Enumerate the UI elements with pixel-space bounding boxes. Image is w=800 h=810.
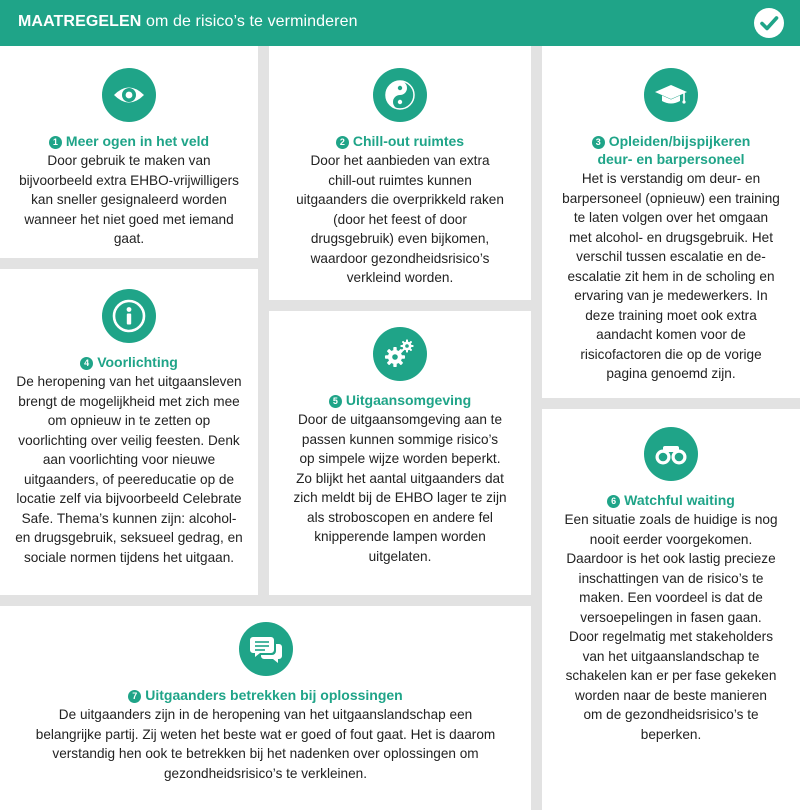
page-title bbox=[18, 13, 358, 31]
eye-icon bbox=[102, 68, 156, 122]
number-badge: 6 bbox=[607, 495, 620, 508]
heading-text: Watchful waiting bbox=[624, 492, 735, 508]
card-body: De uitgaanders zijn in de heropening van het uitgaanslandschap een belangrijke partij. Zij weten het beste wat er goed of fout gaat. Het is daarom verstandig hen ook te betrekken bij het nadenken over oplossingen om gezondheidsrisico’s te verkleinen. bbox=[35, 707, 496, 781]
info-icon bbox=[102, 289, 156, 343]
card-chill-out bbox=[269, 46, 531, 300]
check-circle-icon bbox=[754, 8, 784, 38]
number-badge: 2 bbox=[336, 136, 349, 149]
card-body: De heropening van het uitgaansleven brengt de mogelijkheid met zich mee om opnieuw in te zetten op voorlichting over veilig feesten. Denk aan voorlichting voor nieuwe uitgaanders, of peereducatie op de locatie zelf via bijvoorbeeld Celebrate Safe. Thema’s kunnen zijn: alcohol- en drugsgebruik, seksueel gedrag, en sociale normen tijdens het uitgaan. bbox=[15, 374, 243, 565]
card-body: Door het aanbieden van extra chill-out ruimtes kunnen uitgaanders die overprikkeld raken (door het feest of door drugsgebruik) even bijkomen, waardoor gezondheidsrisico’s verkleind worden. bbox=[296, 153, 504, 285]
yin-yang-icon bbox=[373, 68, 427, 122]
number-badge: 4 bbox=[80, 357, 93, 370]
number-badge: 3 bbox=[592, 136, 605, 149]
card-meer-ogen bbox=[0, 46, 258, 258]
card-uitgaansomgeving bbox=[269, 311, 531, 595]
card-body: Het is verstandig om deur- en barpersoneel (opnieuw) een training te laten volgen over het omgaan met alcohol- en drugsgebruik. Het verschil tussen escalatie en de-escalatie zit hem in de scholing en ervaring van je medewerkers. In deze training moet ook extra aandacht komen voor de risicofactoren die op de vorige pagina genoemd zijn. bbox=[562, 171, 780, 381]
card-body: Een situatie zoals de huidige is nog nooit eerder voorgekomen. Daardoor is het ook lastig precieze inschattingen van de risico’s te maken. Een voordeel is dat de versoepelingen in fasen gaan. Door regelmatig met stakeholders van het uitgaanslandschap te schakelen kan er per fase gekeken worden naar de beste manieren om de gezondheidsrisico’s te beperken. bbox=[564, 512, 778, 742]
number-badge: 5 bbox=[329, 395, 342, 408]
heading-text: Voorlichting bbox=[97, 354, 178, 370]
binoculars-icon bbox=[644, 427, 698, 481]
number-badge: 7 bbox=[128, 690, 141, 703]
heading-text: Meer ogen in het veld bbox=[65, 133, 210, 149]
card-body: Door de uitgaansomgeving aan te passen kunnen sommige risico’s op simpele wijze worden beperkt. Zo blijkt het aantal uitgaanders dat zich meldt bij de EHBO lager te zijn als stroboscopen en andere fel knipperende lampen worden uitgelaten. bbox=[293, 412, 507, 564]
card-voorlichting bbox=[0, 269, 258, 595]
card-heading bbox=[12, 132, 246, 150]
gears-icon bbox=[373, 327, 427, 381]
card-watchful-waiting bbox=[542, 409, 800, 810]
card-heading bbox=[554, 132, 788, 168]
heading-text: Opleiden/bijspijkeren deur- en barpersoneel bbox=[597, 133, 751, 167]
card-heading bbox=[12, 686, 519, 704]
header-bar bbox=[0, 0, 800, 46]
title-bold: MAATREGELEN bbox=[18, 13, 142, 30]
heading-text: Chill-out ruimtes bbox=[352, 133, 465, 149]
card-opleiden bbox=[542, 46, 800, 398]
heading-text: Uitgaansomgeving bbox=[345, 392, 472, 408]
card-heading bbox=[281, 132, 519, 150]
card-heading bbox=[12, 353, 246, 371]
card-body: Door gebruik te maken van bijvoorbeeld extra EHBO-vrijwilligers kan sneller gesignaleerd worden wanneer het niet goed met iemand gaat. bbox=[19, 153, 239, 246]
card-uitgaanders-betrekken bbox=[0, 606, 531, 810]
number-badge: 1 bbox=[49, 136, 62, 149]
card-heading bbox=[281, 391, 519, 409]
chat-bubbles-icon bbox=[239, 622, 293, 676]
card-heading bbox=[554, 491, 788, 509]
graduation-cap-icon bbox=[644, 68, 698, 122]
title-rest: om de risico’s te verminderen bbox=[141, 13, 358, 30]
heading-text: Uitgaanders betrekken bij oplossingen bbox=[145, 687, 403, 703]
